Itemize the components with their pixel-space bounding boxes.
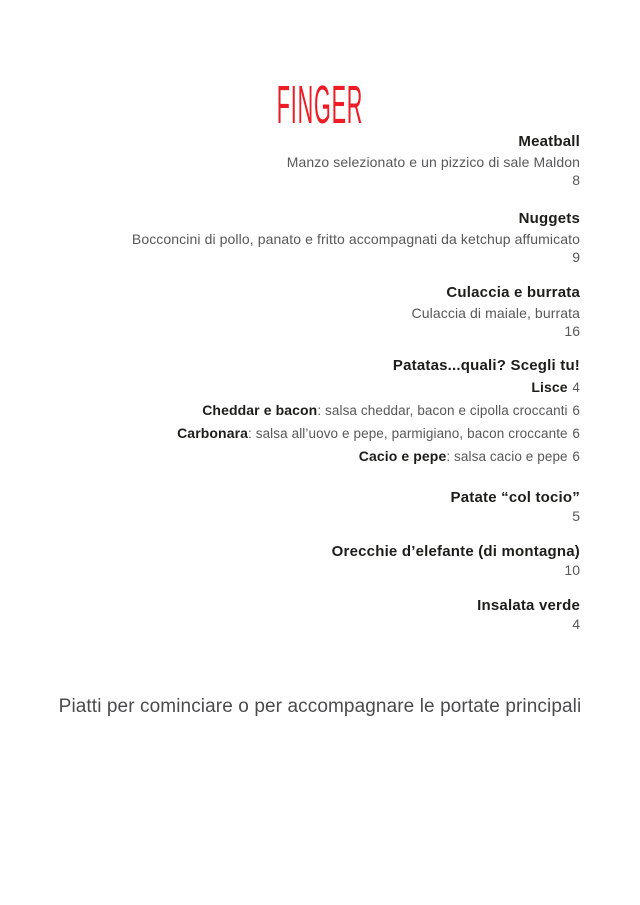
variant-price: 6 xyxy=(572,403,580,418)
item-price: 9 xyxy=(572,249,580,265)
menu-item-orecchie-delefante xyxy=(40,542,580,579)
variant-price: 6 xyxy=(572,449,580,464)
menu-section xyxy=(0,132,640,633)
menu-item-nuggets xyxy=(40,209,580,266)
item-name: Insalata verde xyxy=(477,597,580,614)
menu-title-block xyxy=(0,0,640,135)
menu-item-patate-col-tocio xyxy=(40,488,580,525)
item-price: 5 xyxy=(572,508,580,524)
menu-item-meatball xyxy=(40,132,580,189)
item-name: Patatas...quali? Scegli tu! xyxy=(392,357,580,374)
menu-item-patatas xyxy=(40,356,580,468)
variant-row-cacio-e-pepe xyxy=(40,445,580,468)
variant-price: 4 xyxy=(572,380,580,395)
footer-note: Piatti per cominciare o per accompagnare le portate principali xyxy=(58,696,582,717)
variant-text: : salsa cheddar, bacon e cipolla croccanti xyxy=(317,403,568,418)
variant-label: Cacio e pepe xyxy=(358,448,447,464)
item-description: Culaccia di maiale, burrata xyxy=(411,305,580,321)
variant-price: 6 xyxy=(572,426,580,441)
item-name: Patate “col tocio” xyxy=(450,489,580,506)
variant-label: Lisce xyxy=(531,379,568,395)
item-price: 16 xyxy=(564,323,580,339)
item-name: Nuggets xyxy=(518,210,580,227)
item-name: Orecchie d’elefante (di montagna) xyxy=(331,543,580,560)
variant-row-lisce xyxy=(40,376,580,399)
variant-text: : salsa all’uovo e pepe, parmigiano, bacon croccante xyxy=(248,426,568,441)
variant-label: Cheddar e bacon xyxy=(202,402,318,418)
item-description: Bocconcini di pollo, panato e fritto accompagnati da ketchup affumicato xyxy=(131,231,580,247)
menu-item-insalata-verde xyxy=(40,596,580,633)
item-description: Manzo selezionato e un pizzico di sale Maldon xyxy=(286,154,580,170)
item-name: Culaccia e burrata xyxy=(446,284,580,301)
item-price: 10 xyxy=(564,562,580,578)
item-price: 8 xyxy=(572,172,580,188)
menu-item-culaccia-e-burrata xyxy=(40,283,580,340)
variant-text: : salsa cacio e pepe xyxy=(446,449,568,464)
item-name: Meatball xyxy=(518,133,580,150)
variant-row-cheddar-e-bacon xyxy=(40,399,580,422)
menu-title: FINGER xyxy=(276,75,364,135)
variant-row-carbonara xyxy=(40,422,580,445)
variant-label: Carbonara xyxy=(177,425,249,441)
item-price: 4 xyxy=(572,616,580,632)
